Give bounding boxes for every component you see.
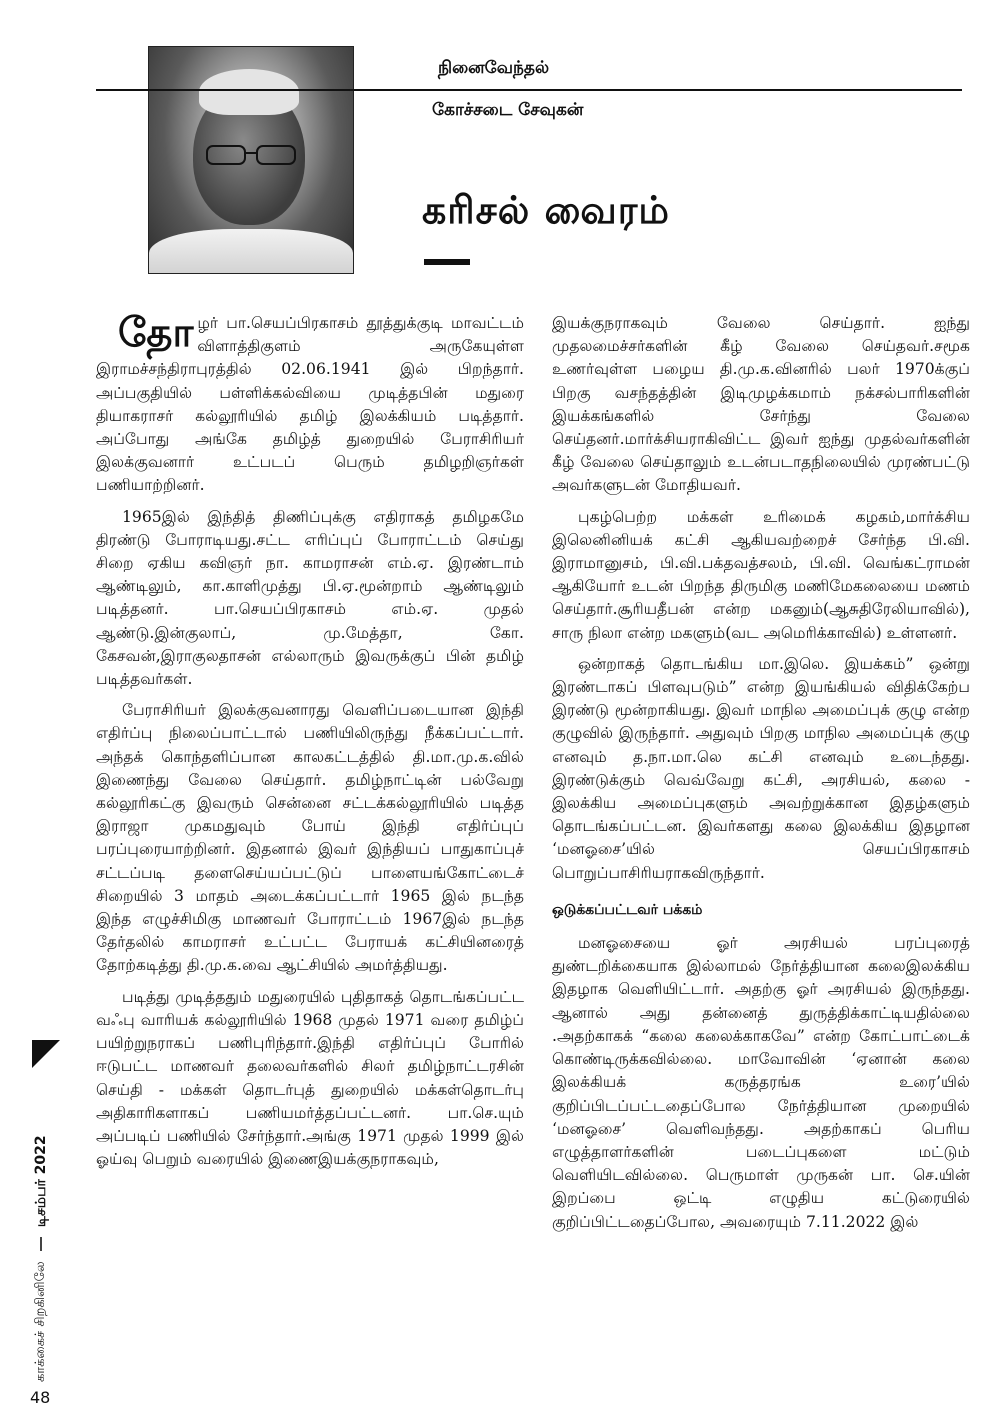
paragraph: ஒன்றாகத் தொடங்கிய மா.இலெ. இயக்கம்” ஒன்று இரண்டாகப் பிளவுபடும்” என்ற இயங்கியல் விதிக்கேற்ப இரண்டு மூன்றாகியது. இவர் மாநில அமைப்புக் குழு என்ற குழுவில் இருந்தார். அதுவும் பிறகு மாநில அமைப்புக் குழு எனவும் த.நா.மா.லெ கட்சி எனவும் உடைந்தது. இரண்டுக்கும் வெவ்வேறு கட்சி, அரசியல், கலை - இலக்கிய அமைப்புகளும் அவற்றுக்கான இதழ்களும் தொடங்கப்பட்டன. இவர்களது கலை இலக்கிய இதழான ‘மனஓசை’யில் செயப்பிரகாசம் பொறுப்பாசிரியராகவிருந்தார். xyxy=(552,654,970,882)
section-label: நினைவேந்தல் xyxy=(438,58,550,78)
title-underline xyxy=(424,259,470,265)
magazine-name: காக்கைச் சிறகினிலே xyxy=(33,1261,48,1382)
paragraph: படித்து முடித்ததும் மதுரையில் புதிதாகத் தொடங்கப்பட்ட வஃபு வாரியக் கல்லூரியில் 1968 முதல் 1971 வரை தமிழ்ப் பயிற்றுநராகப் பணிபுரிந்தார்.இந்தி எதிர்ப்புப் போரில் ஈடுபட்ட மாணவர் தலைவர்களில் சிலர் தமிழ்நாட்டரசின் செய்தி - மக்கள் தொடர்புத் துறையில் மக்கள்தொடர்பு அதிகாரிகளாகப் பணியமர்த்தப்பட்டனர். பா.செ.யும் அப்படிப் பணியில் சேர்ந்தார்.அங்கு 1971 முதல் 1999 இல் ஓய்வு பெறும் வரையில் இணைஇயக்குநராகவும், xyxy=(96,987,524,1169)
paragraph: பேராசிரியர் இலக்குவனாரது வெளிப்படையான இந்தி எதிர்ப்பு நிலைப்பாட்டால் பணியிலிருந்து நீக்கப்பட்டார். அந்தக் கொந்தளிப்பான காலகட்டத்தில் தி.மா.மு.க.வில் இணைந்து வேலை செய்தார். தமிழ்நாட்டின் பல்வேறு கல்லூரிகட்கு இவரும் சென்னை சட்டக்கல்லூரியில் படித்த இராஜா முகமதுவும் போய் இந்தி எதிர்ப்புப் பரப்புரையாற்றினர். இதனால் இவர் இந்தியப் பாதுகாப்புச் சட்டப்படி தளைசெய்யப்பட்டுப் பாளையங்கோட்டைச் சிறையில் 3 மாதம் அடைக்கப்பட்டார் 1965 இல் நடந்த இந்த எழுச்சிமிகு மாணவர் போராட்டம் 1967இல் நடந்த தேர்தலில் காமராசர் உட்பட்ட பேராயக் கட்சியினரைத் தோற்கடித்து தி.மு.க.வை ஆட்சியில் அமர்த்தியது. xyxy=(96,701,524,975)
portrait-hair xyxy=(199,69,299,115)
portrait-shirt xyxy=(149,229,353,274)
paragraph: இயக்குநராகவும் வேலை செய்தார். ஐந்து முதலமைச்சர்களின் கீழ் வேலை செய்தவர்.சமூக உணர்வுள்ள பழைய தி.மு.க.வினரில் பலர் 1970க்குப் பிறகு வசந்தத்தின் இடிமுழக்கமாம் நக்சல்பாரிகளின் இயக்கங்களில் சேர்ந்து வேலை செய்தனர்.மார்க்சியராகிவிட்ட இவர் ஐந்து முதல்வர்களின் கீழ் வேலை செய்தாலும் உடன்படாதநிலையில் முரண்பட்டு அவர்களுடன் மோதியவர். xyxy=(552,314,970,495)
spine-separator xyxy=(40,1237,42,1251)
drop-cap: தோ xyxy=(118,310,194,356)
article-title: கரிசல் வைரம் xyxy=(422,188,671,232)
paragraph xyxy=(96,312,524,498)
left-column xyxy=(96,312,524,1179)
paragraph-text: ழர் பா.செயப்பிரகாசம் தூத்துக்குடி மாவட்டம் விளாத்திகுளம் அருகேயுள்ள இராமச்சந்திராபுரத்தில் 02.06.1941 இல் பிறந்தார். அப்பகுதியில் பள்ளிக்கல்வியை முடித்தபின் மதுரை தியாகராசர் கல்லூரியில் தமிழ் இலக்கியம் படித்தார். அப்போது அங்கே தமிழ்த் துறையில் பேராசிரியர் இலக்குவனார் உட்படப் பெரும் தமிழறிஞர்கள் பணியாற்றினர். xyxy=(96,314,524,495)
spine-text xyxy=(32,1082,60,1382)
portrait-glasses-icon xyxy=(205,143,297,167)
paragraph: 1965இல் இந்தித் திணிப்புக்கு எதிராகத் தமிழகமே திரண்டு போராடியது.சட்ட எரிப்புப் போராட்டம் செய்து சிறை ஏகிய கவிஞர் நா. காமராசன் எம்.ஏ. இரண்டாம் ஆண்டிலும், கா.காளிமுத்து பி.ஏ.மூன்றாம் ஆண்டிலும் படித்தனர். பா.செயப்பிரகாசம் எம்.ஏ. முதல் ஆண்டு.இன்குலாப், மு.மேத்தா, கோ. கேசவன்,இராகுலதாசன் எல்லாரும் இவருக்குப் பின் தமிழ் படித்தவர்கள். xyxy=(96,507,524,689)
author-portrait xyxy=(148,46,354,274)
page-number: 48 xyxy=(30,1388,51,1407)
corner-triangle-icon xyxy=(32,1040,60,1068)
paragraph: மனஓசையை ஓர் அரசியல் பரப்புரைத் துண்டறிக்கையாக இல்லாமல் நேர்த்தியான கலைஇலக்கிய இதழாக வெளியிட்டார். அதற்கு ஓர் அரசியல் இருந்தது. ஆனால் அது தன்னைத் துருத்திக்காட்டியதில்லை .அதற்காகக் “கலை கலைக்காகவே” என்ற கோட்பாட்டைக் கொண்டிருக்கவில்லை. மாவோவின் ‘ஏனான் கலை இலக்கியக் கருத்தரங்க உரை’யில் குறிப்பிடப்பட்டதைப்போல நேர்த்தியான முறையில் ‘மனஓசை’ வெளிவந்தது. அதற்காகப் பெரிய எழுத்தாளர்களின் படைப்புகளை மட்டும் வெளியிடவில்லை. பெருமாள் முருகன் பா. செ.யின் இறப்பை ஒட்டி எழுதிய கட்டுரையில் குறிப்பிட்டதைப்போல, அவரையும் 7.11.2022 இல் xyxy=(552,934,970,1231)
right-column xyxy=(552,312,970,1242)
issue-date: டிசம்பர் 2022 xyxy=(33,1135,49,1228)
page-spine xyxy=(24,1040,64,1382)
paragraph: புகழ்பெற்ற மக்கள் உரிமைக் கழகம்,மார்க்சிய இலெனினியக் கட்சி ஆகியவற்றைச் சேர்ந்த பி.வி. இராமானுசம், பி.வி.பக்தவத்சலம், பி.வி. வெங்கட்ராமன் ஆகியோர் உடன் பிறந்த திருமிகு மணிமேகலையை மணம் செய்தார்.சூரியதீபன் என்ற மகனும்(ஆசுதிரேலியாவில்), சாரு நிலா என்ற மகளும்(வட அமெரிக்காவில்) உள்ளனர். xyxy=(552,507,970,642)
header-rule xyxy=(96,89,962,91)
subheading: ஒடுக்கப்பட்டவர் பக்கம் xyxy=(552,901,703,918)
author-name: கோச்சடை சேவுகன் xyxy=(432,100,584,120)
